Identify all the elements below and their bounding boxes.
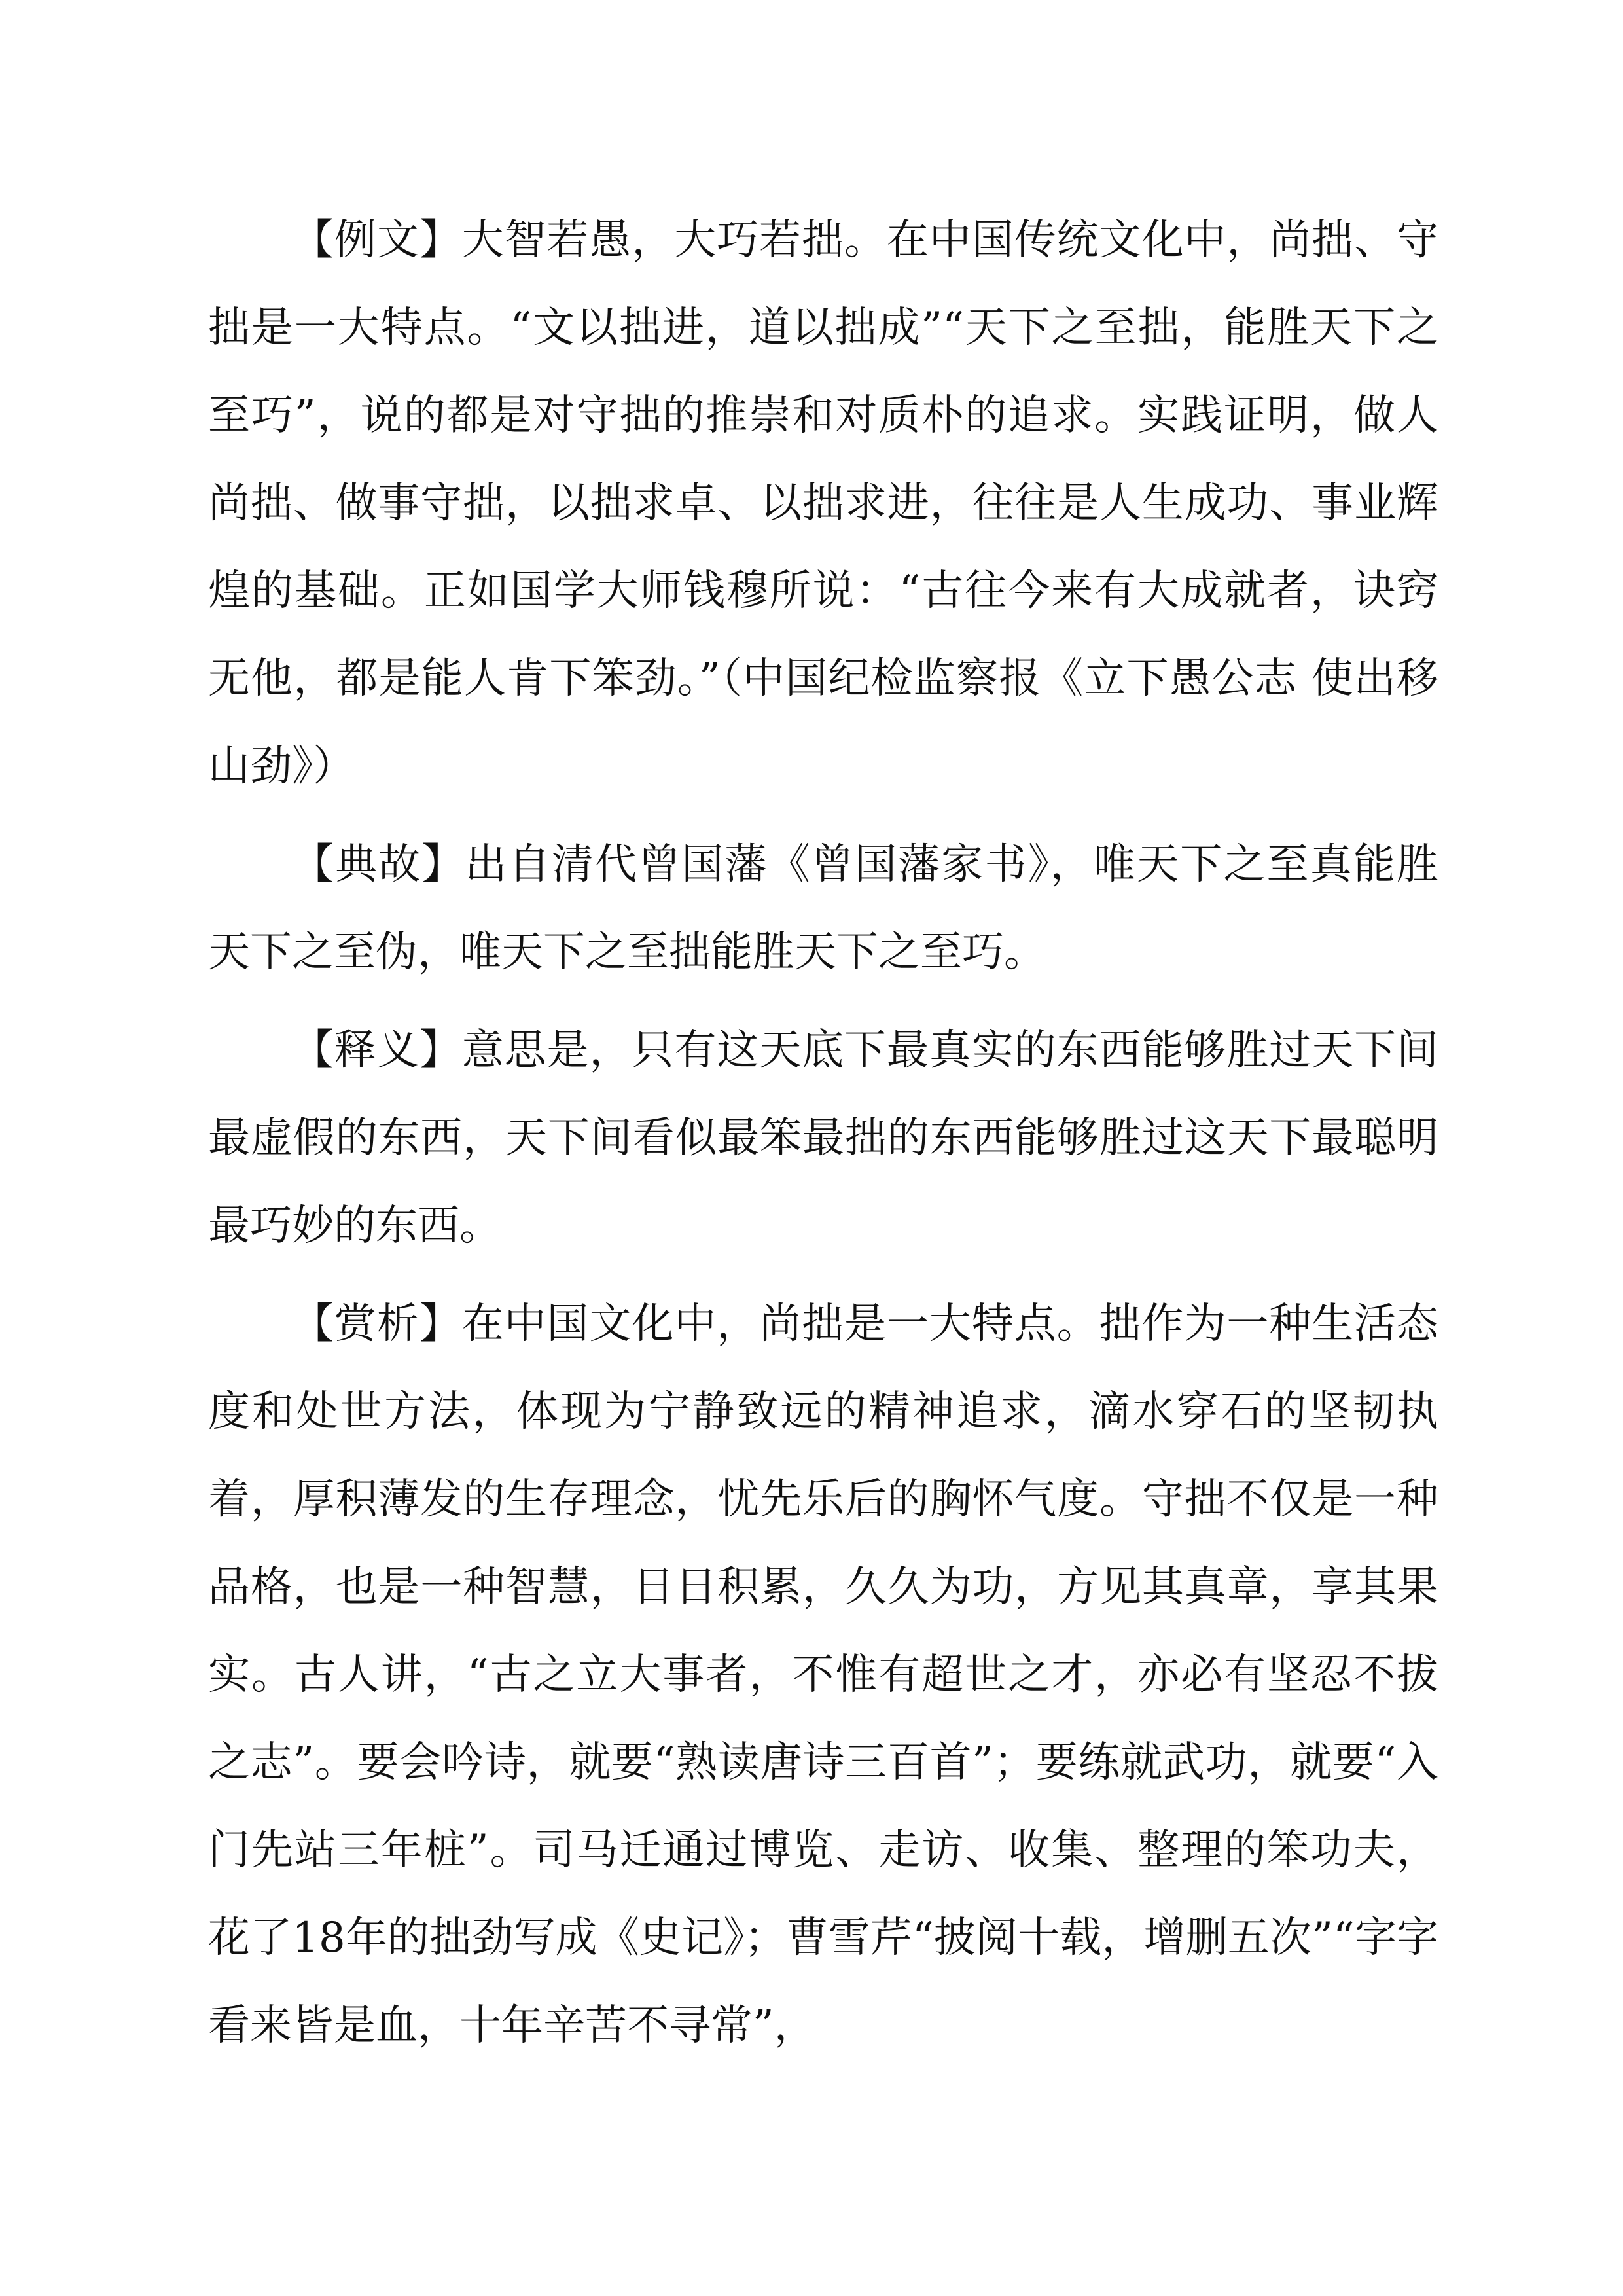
paragraph-meaning <box>208 1007 1438 1270</box>
paragraph-appreciation-text: 在中国文化中，尚拙是一大特点。拙作为一种生活态度和处世方法，体现为宁静致远的精神追求，滴水穿石的坚韧执着，厚积薄发的生存理念，忧先乐后的胸怀气度。守拙不仅是一种品格，也是一种智慧，日日积累，久久为功，方见其真章，享其果实。古人讲，“古之立大事者，不惟有超世之才，亦必有坚忍不拔之志”。要会吟诗，就要“熟读唐诗三百首”；要练就武功，就要“入门先站三年桩”。司马迁通过博览、走访、收集、整理的笨功夫，花了18年的拙劲写成《史记》；曹雪芹“披阅十载，增删五次”“字字看来皆是血，十年辛苦不寻常”， <box>208 1300 1439 2050</box>
section-tag-example: 【例文】 <box>292 216 462 264</box>
paragraph-allusion-text: 出自清代曾国藩《曾国藩家书》，唯天下之至真能胜天下之至伪，唯天下之至拙能胜天下之至巧。 <box>208 840 1439 977</box>
paragraph-example <box>208 196 1438 810</box>
section-tag-appreciation: 【赏析】 <box>292 1300 462 1348</box>
paragraph-meaning-text: 意思是，只有这天底下最真实的东西能够胜过天下间最虚假的东西，天下间看似最笨最拙的东西能够胜过这天下最聪明最巧妙的东西。 <box>208 1026 1439 1250</box>
paragraph-example-text: 大智若愚，大巧若拙。在中国传统文化中，尚拙、守拙是一大特点。“文以拙进，道以拙成”“天下之至拙，能胜天下之至巧”，说的都是对守拙的推崇和对质朴的追求。实践证明，做人尚拙、做事守拙，以拙求卓、以拙求进，往往是人生成功、事业辉煌的基础。正如国学大师钱穆所说：“古往今来有大成就者，诀窍无他，都是能人肯下笨劲。”（中国纪检监察报《立下愚公志 使出移山劲》） <box>208 216 1439 791</box>
paragraph-appreciation <box>208 1280 1438 2070</box>
paragraph-allusion <box>208 821 1438 996</box>
section-tag-meaning: 【释义】 <box>292 1026 462 1075</box>
document-page <box>208 196 1438 2080</box>
section-tag-allusion: 【典故】 <box>292 840 465 889</box>
